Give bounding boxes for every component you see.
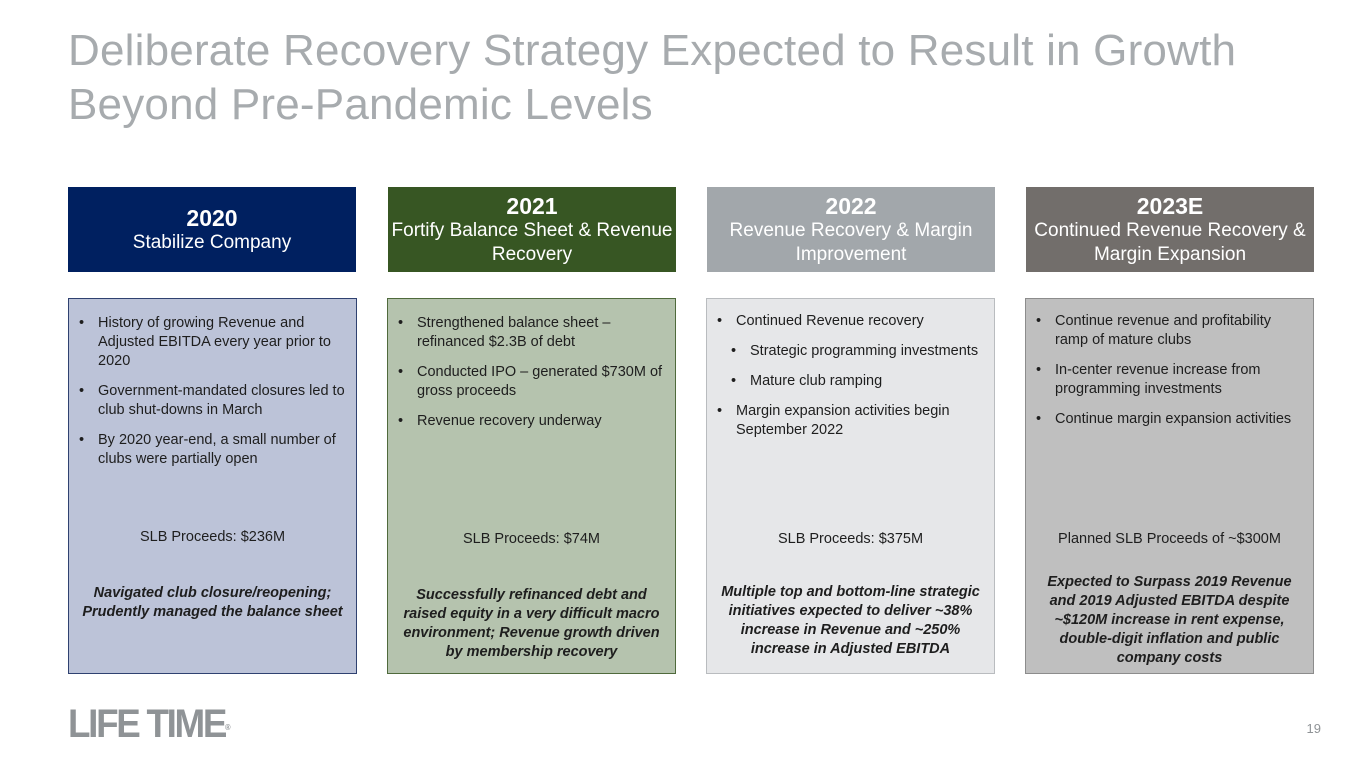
column-summary: Successfully refinanced debt and raised equity in a very difficult macro environment; Revenue growth driven by membership recovery xyxy=(403,587,660,660)
column-header-2020 xyxy=(68,187,356,272)
page-number: 19 xyxy=(1306,721,1321,736)
bullet-list xyxy=(1036,312,1305,440)
bullet-item: • Continue margin expansion activities xyxy=(1036,410,1305,429)
column-subtitle: Revenue Recovery & Margin Improvement xyxy=(729,219,973,265)
bullet-item: • By 2020 year-end, a small number of clubs were partially open xyxy=(79,431,348,469)
bullet-item: • Continue revenue and profitability ramp of mature clubs xyxy=(1036,312,1305,350)
column-subtitle: Fortify Balance Sheet & Revenue Recovery xyxy=(391,219,673,265)
slb-proceeds: Planned SLB Proceeds of ~$300M xyxy=(1058,531,1281,547)
column-header-2022 xyxy=(707,187,995,272)
column-year: 2021 xyxy=(506,192,558,219)
life-time-logo xyxy=(68,704,231,744)
registered-mark: ® xyxy=(225,723,231,732)
sub-bullet-item: • Strategic programming investments xyxy=(731,342,986,361)
bullet-list xyxy=(717,312,986,451)
column-body-2022 xyxy=(706,298,995,674)
slb-proceeds: SLB Proceeds: $375M xyxy=(777,531,924,547)
bullet-item: • Revenue recovery underway xyxy=(398,412,667,431)
column-body-2021 xyxy=(387,298,676,674)
slb-proceeds: SLB Proceeds: $74M xyxy=(462,531,601,547)
column-subtitle: Continued Revenue Recovery & Margin Expansion xyxy=(1034,219,1306,265)
bullet-item: • History of growing Revenue and Adjusted EBITDA every year prior to 2020 xyxy=(79,314,348,371)
column-year: 2023E xyxy=(1136,192,1204,219)
column-subtitle: Stabilize Company xyxy=(132,231,292,253)
column-body-2023e xyxy=(1025,298,1314,674)
bullet-item: • Continued Revenue recovery xyxy=(717,312,986,331)
column-header-2021 xyxy=(388,187,676,272)
column-summary: Expected to Surpass 2019 Revenue and 2019 Adjusted EBITDA despite ~$120M increase in rent expense, double-digit inflation and public company costs xyxy=(1047,574,1292,666)
column-body-2020 xyxy=(68,298,357,674)
column-year: 2020 xyxy=(186,204,238,231)
column-header-2023e xyxy=(1026,187,1314,272)
page-title: Deliberate Recovery Strategy Expected to Result in Growth Beyond Pre-Pandemic Levels xyxy=(68,26,1237,129)
column-summary: Multiple top and bottom-line strategic initiatives expected to deliver ~38% increase in Revenue and ~250% increase in Adjusted EBITDA xyxy=(721,584,980,657)
slb-proceeds: SLB Proceeds: $236M xyxy=(139,529,286,545)
bullet-item: • Conducted IPO – generated $730M of gross proceeds xyxy=(398,363,667,401)
sub-bullet-item: • Mature club ramping xyxy=(731,372,986,391)
column-year: 2022 xyxy=(825,192,877,219)
column-summary: Navigated club closure/reopening; Prudently managed the balance sheet xyxy=(82,585,343,620)
bullet-item: • Strengthened balance sheet – refinanced $2.3B of debt xyxy=(398,314,667,352)
bullet-list xyxy=(398,314,667,442)
bullet-item: • Margin expansion activities begin September 2022 xyxy=(717,402,986,440)
bullet-item: • In-center revenue increase from programming investments xyxy=(1036,361,1305,399)
logo-text: LIFE TIME xyxy=(68,702,226,746)
bullet-item: • Government-mandated closures led to club shut-downs in March xyxy=(79,382,348,420)
bullet-list xyxy=(79,314,348,480)
